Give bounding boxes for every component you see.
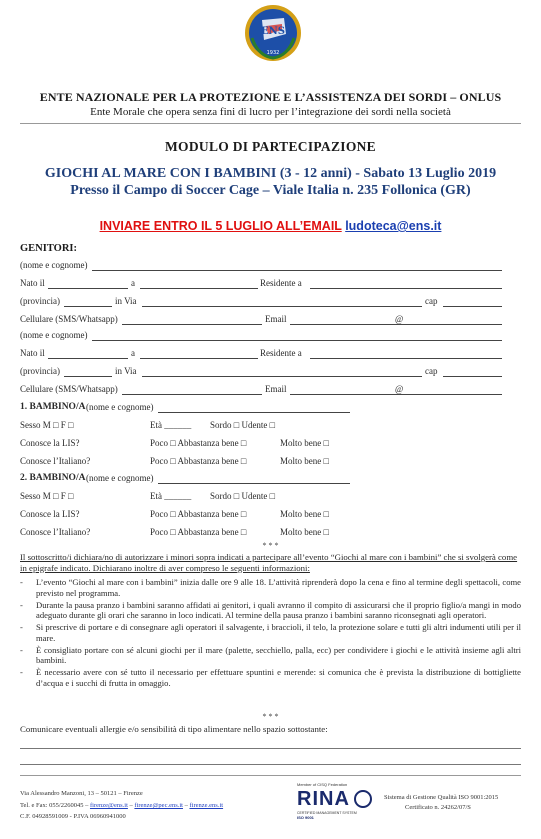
- parent2-name-field[interactable]: [92, 340, 502, 341]
- ens-logo: [244, 4, 302, 62]
- parent2-birthplace-field[interactable]: [140, 358, 258, 359]
- name-label: (nome e cognome): [20, 260, 88, 270]
- mobile-label: Cellulare (SMS/Whatsapp): [20, 384, 118, 394]
- at-sign: @: [395, 384, 404, 394]
- child2-lis-molto[interactable]: Molto bene □: [280, 509, 329, 519]
- info-item: - Si prescrive di portare e di consegnare agli operatori il salvagente, i braccioli, il telo, la protezione solare e tutti gli altri indumenti utili per il mare.: [20, 622, 521, 643]
- parent1-mobile-field[interactable]: [122, 324, 262, 325]
- footer-tel: Tel. e Fax: 055/2260045 –: [20, 802, 89, 809]
- street-label: in Via: [115, 366, 137, 376]
- child2-sex-row: [20, 491, 521, 505]
- child1-name-hint: (nome e cognome): [86, 402, 154, 412]
- child2-ita-row: [20, 527, 521, 541]
- parent1-residence-field[interactable]: [310, 288, 502, 289]
- parent1-address-row: [20, 296, 521, 310]
- mobile-label: Cellulare (SMS/Whatsapp): [20, 314, 118, 324]
- footer-address: Via Alessandro Manzoni, 13 – 50121 – Firenze: [20, 790, 143, 797]
- cap-label: cap: [425, 296, 438, 306]
- header-divider: [20, 123, 521, 124]
- province-label: (provincia): [20, 366, 60, 376]
- child1-heading: 1. BAMBINO/A: [20, 402, 86, 412]
- certificate-number: Certificato n. 24262/07/S: [405, 804, 471, 811]
- rina-iso: ISO 9001: [297, 815, 314, 820]
- separator-stars: * * *: [262, 541, 279, 550]
- child1-ita-molto[interactable]: Molto bene □: [280, 456, 329, 466]
- parent2-contact-row: [20, 384, 521, 398]
- separator-stars-2: * * *: [262, 712, 279, 721]
- parent1-name-field[interactable]: [92, 270, 502, 271]
- parent2-mobile-field[interactable]: [122, 394, 262, 395]
- allergy-line-1[interactable]: [20, 748, 521, 749]
- org-name: ENTE NAZIONALE PER LA PROTEZIONE E L’ASSISTENZA DEI SORDI – ONLUS: [39, 90, 502, 104]
- child2-hearing-checkboxes[interactable]: Sordo □ Udente □: [210, 491, 276, 501]
- resident-label: Residente a: [260, 348, 302, 358]
- birthplace-label: a: [131, 348, 135, 358]
- allergy-note: Comunicare eventuali allergie e/o sensibilità di tipo alimentare nello spazio sottostante:: [20, 724, 328, 734]
- parent1-name-row: [20, 260, 521, 274]
- declaration-text: [20, 552, 521, 573]
- street-label: in Via: [115, 296, 137, 306]
- name-label: (nome e cognome): [20, 330, 88, 340]
- province-label: (provincia): [20, 296, 60, 306]
- parents-heading: GENITORI:: [20, 243, 77, 254]
- child2-lis-options[interactable]: Poco □ Abbastanza bene □: [150, 509, 247, 519]
- child1-ita-label: Conosce l’Italiano?: [20, 456, 91, 466]
- footer-web-link[interactable]: firenze.ens.it: [189, 802, 224, 809]
- rina-wordmark: RINA: [297, 788, 350, 810]
- footer-pec-link[interactable]: firenze@pec.ens.it: [134, 802, 183, 809]
- parent2-birth-row: [20, 348, 521, 362]
- parent1-province-field[interactable]: [64, 306, 112, 307]
- child2-ita-options[interactable]: Poco □ Abbastanza bene □: [150, 527, 247, 537]
- parent2-name-row: [20, 330, 521, 344]
- child2-ita-label: Conosce l’Italiano?: [20, 527, 91, 537]
- child1-age-field[interactable]: Età ______: [150, 420, 192, 430]
- logo-text: ENS: [261, 26, 285, 37]
- quality-system: Sistema di Gestione Qualità ISO 9001:2015: [384, 794, 499, 801]
- child2-lis-row: [20, 509, 521, 523]
- child2-heading: 2. BAMBINO/A: [20, 473, 86, 483]
- footer-tax-ids: C.F. 04928591009 - P.IVA 06960941000: [20, 813, 126, 820]
- parent2-address-row: [20, 366, 521, 380]
- parent1-cap-field[interactable]: [443, 306, 502, 307]
- send-email-link[interactable]: ludoteca@ens.it: [345, 219, 442, 233]
- birthplace-label: a: [131, 278, 135, 288]
- rina-member-text: Member of CISQ Federation: [297, 782, 348, 787]
- org-subtitle: Ente Morale che opera senza fini di lucro per l’integrazione dei sordi nella società: [90, 106, 451, 118]
- child1-lis-row: [20, 438, 521, 452]
- parent2-street-field[interactable]: [142, 376, 422, 377]
- child1-name-field[interactable]: [158, 412, 350, 413]
- email-label: Email: [265, 384, 287, 394]
- child2-name-field[interactable]: [158, 483, 350, 484]
- rina-caption: CERTIFIED MANAGEMENT SYSTEM: [297, 811, 357, 815]
- parent2-birthdate-field[interactable]: [48, 358, 128, 359]
- born-label: Nato il: [20, 348, 45, 358]
- child2-sex-checkboxes[interactable]: Sesso M □ F □: [20, 491, 74, 501]
- send-deadline: INVIARE ENTRO IL 5 LUGLIO ALL’EMAIL: [99, 219, 342, 233]
- child1-name-row: [20, 402, 521, 416]
- cap-label: cap: [425, 366, 438, 376]
- info-item: - Durante la pausa pranzo i bambini saranno affidati ai genitori, i quali avranno il compito di assicurarsi che il proprio figlio/a mangi in modo adeguato durante gli orari che saranno in loco indicati. Al termine della pausa pranzo i bambini saranno riconsegnati agli operatori.: [20, 599, 521, 620]
- event-title: GIOCHI AL MARE CON I BAMBINI (3 - 12 anni) - Sabato 13 Luglio 2019: [44, 166, 497, 181]
- footer-contacts: Tel. e Fax: 055/2260045 – firenze@ens.it – firenze@pec.ens.it – firenze.ens.it: [20, 802, 224, 809]
- child1-sex-row: [20, 420, 521, 434]
- event-location: Presso il Campo di Soccer Cage – Viale Italia n. 235 Follonica (GR): [70, 183, 471, 198]
- parent1-birthplace-field[interactable]: [140, 288, 258, 289]
- info-item: - È consigliato portare con sé alcuni giochi per il mare (palette, secchiello, palla, ecc) per condividere i giochi e le attività insieme agli altri bambini.: [20, 644, 521, 665]
- parent2-email-field[interactable]: [290, 394, 502, 395]
- child2-name-hint: (nome e cognome): [86, 473, 154, 483]
- rina-seal-icon: [354, 790, 372, 808]
- child1-ita-options[interactable]: Poco □ Abbastanza bene □: [150, 456, 247, 466]
- send-instruction: [0, 219, 541, 233]
- parent1-contact-row: [20, 314, 521, 328]
- parent2-province-field[interactable]: [64, 376, 112, 377]
- parent1-street-field[interactable]: [142, 306, 422, 307]
- allergy-line-2[interactable]: [20, 764, 521, 765]
- info-item: - È necessario avere con sé tutto il necessario per effettuare spuntini e merende: si comunica che è prevista la distribuzione di bottigliette d’acqua e i succhi di frutta in omaggio.: [20, 667, 521, 688]
- child1-ita-row: [20, 456, 521, 470]
- rina-cert-logo: [297, 782, 375, 832]
- info-list: [20, 577, 521, 690]
- child1-hearing-checkboxes[interactable]: Sordo □ Udente □: [210, 420, 276, 430]
- footer-email-link[interactable]: firenze@ens.it: [89, 802, 128, 809]
- parent2-residence-field[interactable]: [310, 358, 502, 359]
- at-sign: @: [395, 314, 404, 324]
- info-item: - L’evento “Giochi al mare con i bambini” inizia dalle ore 9 alle 18. L’attività riprenderà dopo la cena e fino al termine degli spettacoli, come previsto nel programma.: [20, 577, 521, 598]
- child2-age-field[interactable]: Età ______: [150, 491, 192, 501]
- born-label: Nato il: [20, 278, 45, 288]
- footer-divider: [20, 775, 521, 776]
- child2-lis-label: Conosce la LIS?: [20, 509, 80, 519]
- logo-year: 1932: [266, 50, 280, 56]
- child1-sex-checkboxes[interactable]: Sesso M □ F □: [20, 420, 74, 430]
- child2-name-row: [20, 473, 521, 487]
- email-label: Email: [265, 314, 287, 324]
- parent2-cap-field[interactable]: [443, 376, 502, 377]
- resident-label: Residente a: [260, 278, 302, 288]
- declaration-body: Il sottoscritto/i dichiara/no di autorizzare i minori sopra indicati a partecipare all’evento “Giochi al mare con i bambini” che si svolgerà come in epigrafe indicato. Dichiarano inoltre di aver compreso le seguenti informazioni:: [20, 552, 518, 573]
- child1-lis-molto[interactable]: Molto bene □: [280, 438, 329, 448]
- child1-lis-options[interactable]: Poco □ Abbastanza bene □: [150, 438, 247, 448]
- parent1-email-field[interactable]: [290, 324, 502, 325]
- parent1-birth-row: [20, 278, 521, 292]
- child2-ita-molto[interactable]: Molto bene □: [280, 527, 329, 537]
- form-title: MODULO DI PARTECIPAZIONE: [165, 139, 376, 154]
- parent1-birthdate-field[interactable]: [48, 288, 128, 289]
- child1-lis-label: Conosce la LIS?: [20, 438, 80, 448]
